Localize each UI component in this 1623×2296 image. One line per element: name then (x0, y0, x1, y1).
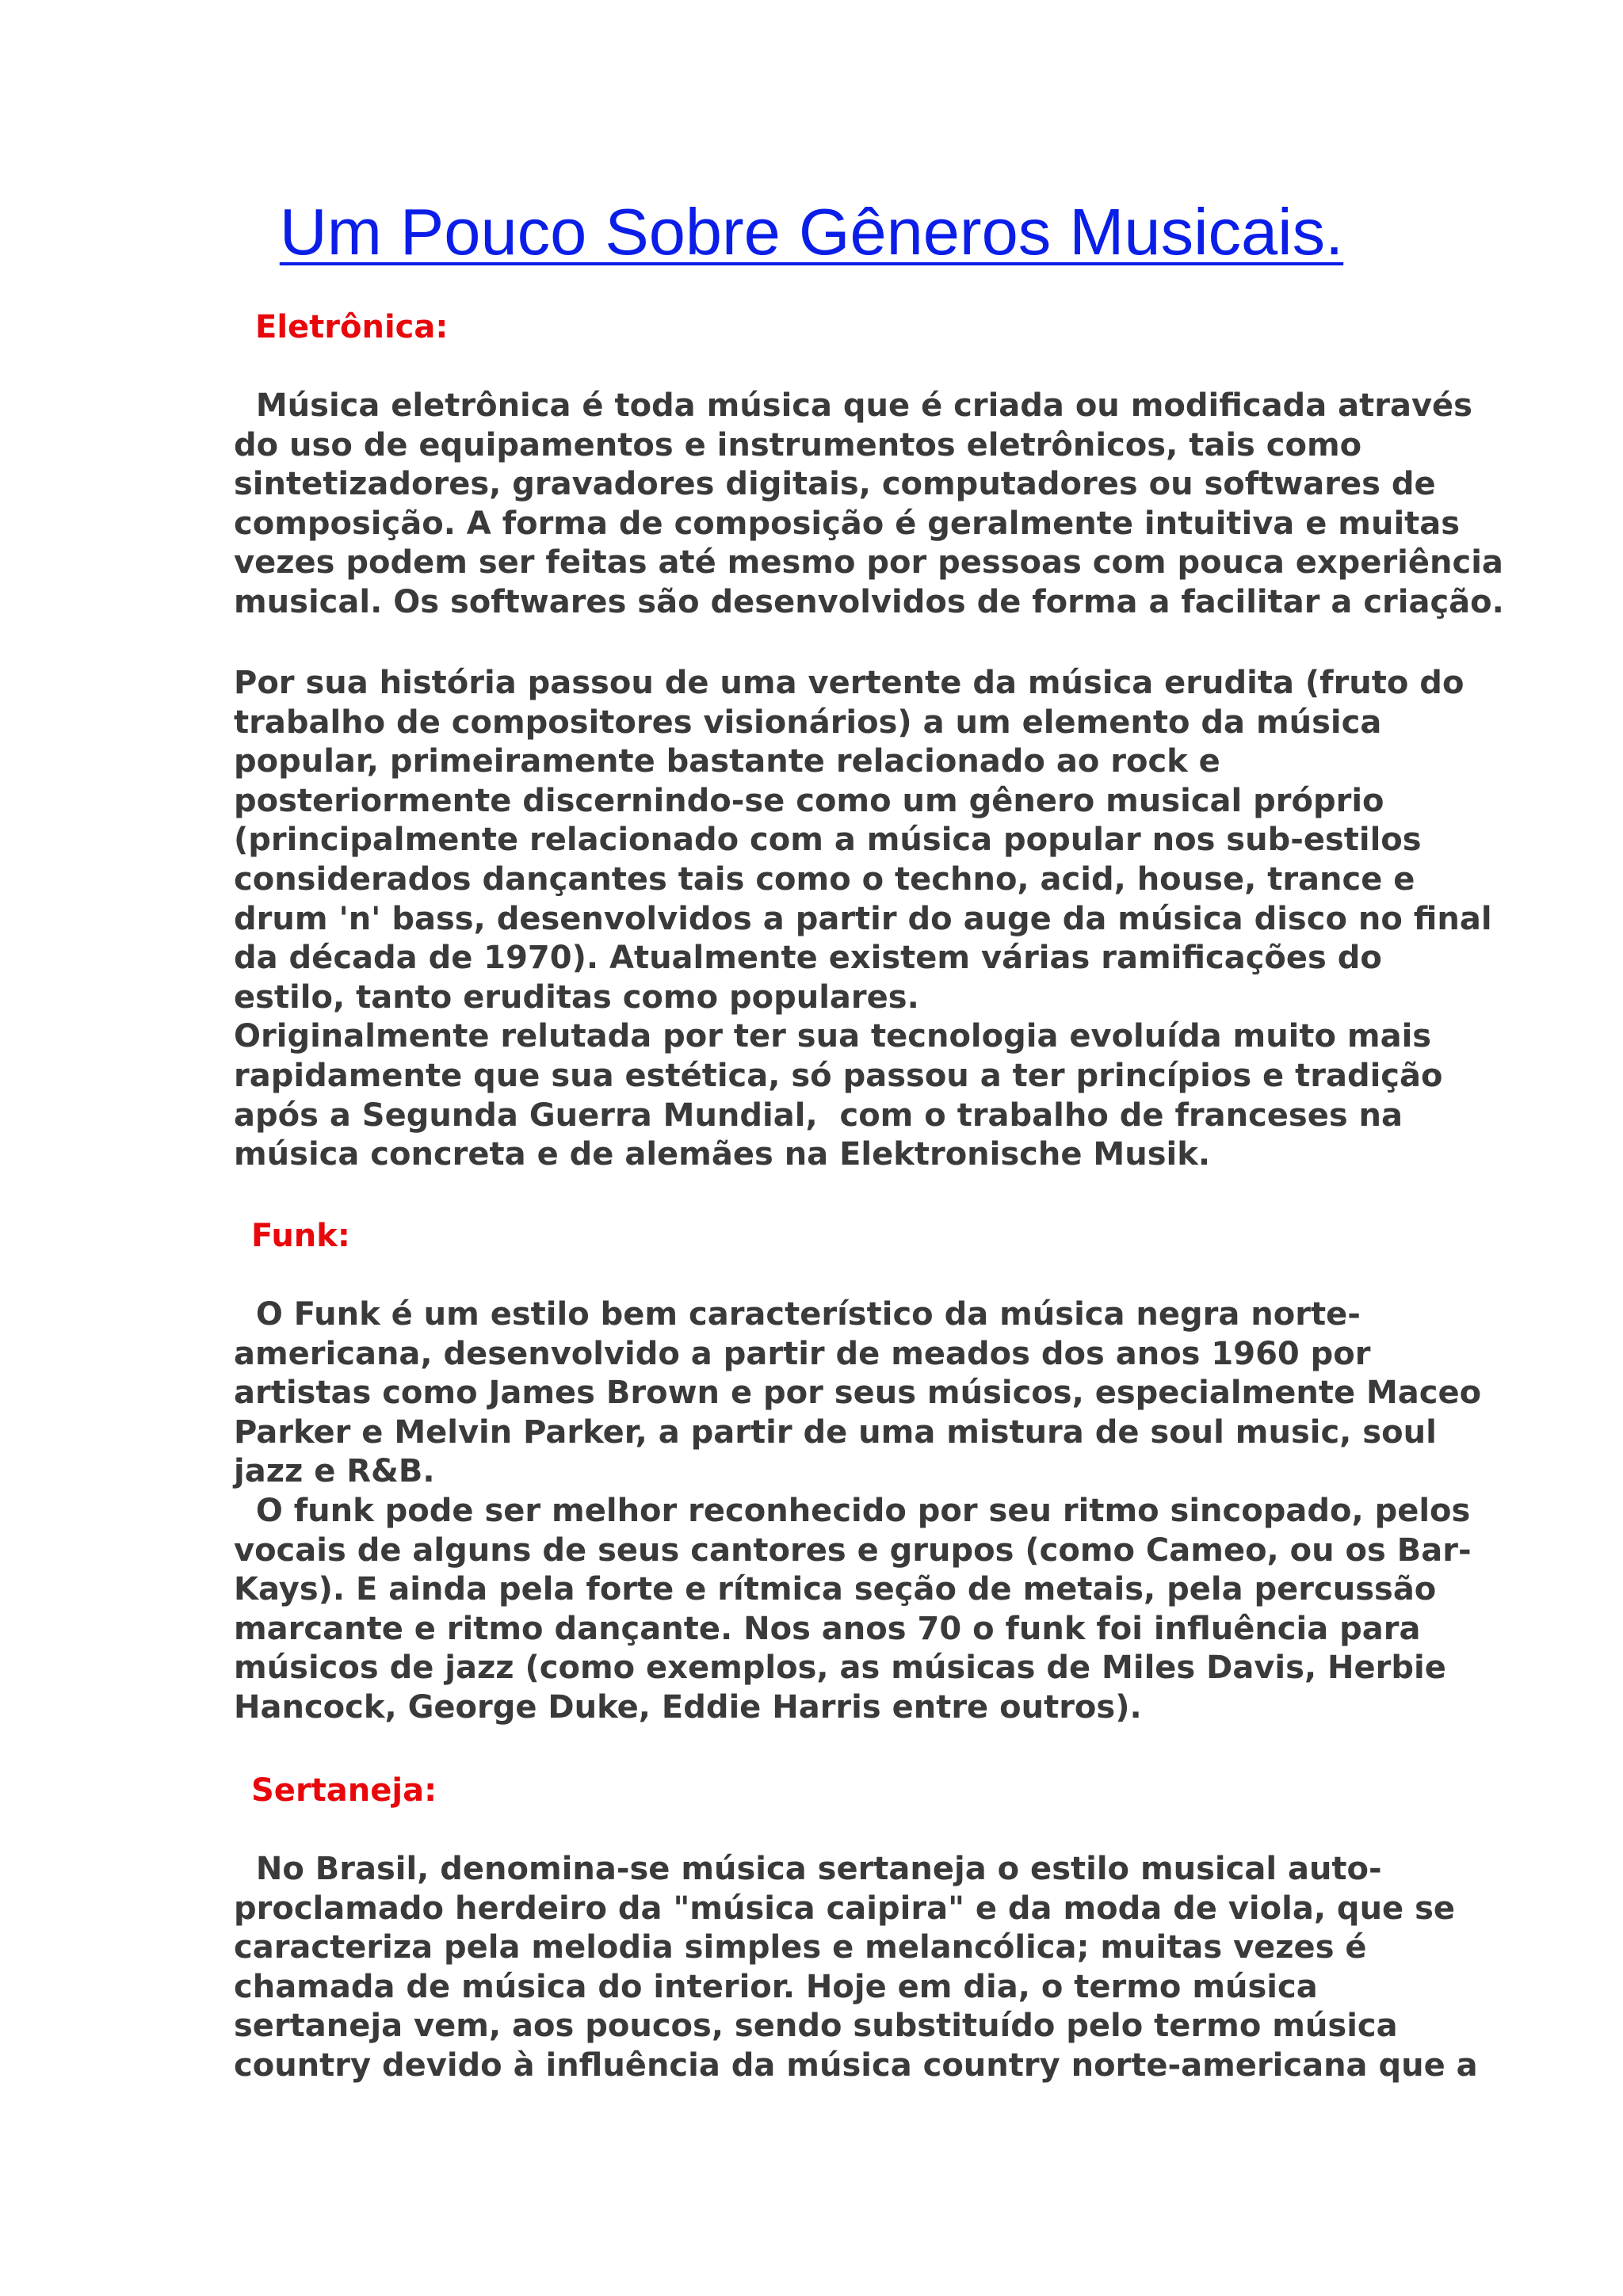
paragraph-eletronica-1 (234, 387, 1504, 623)
text-line: posteriormente discernindo-se como um gênero musical próprio (234, 782, 1384, 819)
text-line: O Funk é um estilo bem característico da música negra norte- (234, 1296, 1361, 1333)
text-line: artistas como James Brown e por seus músicos, especialmente Maceo (234, 1375, 1482, 1412)
text-line: música concreta e de alemães na Elektronische Musik. (234, 1136, 1211, 1173)
text-line: da década de 1970). Atualmente existem várias ramificações do (234, 940, 1382, 977)
text-line: americana, desenvolvido a partir de meados dos anos 1960 por (234, 1335, 1371, 1372)
text-line: Kays). E ainda pela forte e rítmica seção de metais, pela percussão (234, 1571, 1437, 1608)
text-line: Por sua história passou de uma vertente da música erudita (fruto do (234, 665, 1465, 701)
text-line: vezes podem ser feitas até mesmo por pessoas com pouca experiência (234, 544, 1503, 582)
text-line: músicos de jazz (como exemplos, as músicas de Miles Davis, Herbie (234, 1650, 1446, 1687)
text-line: composição. A forma de composição é geralmente intuitiva e muitas (234, 505, 1461, 542)
text-line: Música eletrônica é toda música que é criada ou modificada através (234, 387, 1472, 424)
section-heading-eletronica: Eletrônica: (255, 309, 449, 345)
text-line: popular, primeiramente bastante relacionado ao rock e (234, 743, 1220, 780)
text-line: marcante e ritmo dançante. Nos anos 70 o funk foi influência para (234, 1610, 1421, 1647)
section-heading-sertaneja: Sertaneja: (251, 1772, 437, 1809)
text-line: chamada de música do interior. Hoje em dia, o termo música (234, 1968, 1318, 2005)
text-line: drum 'n' bass, desenvolvidos a partir do auge da música disco no final (234, 900, 1492, 937)
text-line: após a Segunda Guerra Mundial, com o trabalho de franceses na (234, 1097, 1403, 1134)
text-line: do uso de equipamentos e instrumentos eletrônicos, tais como (234, 426, 1362, 463)
text-line: No Brasil, denomina-se música sertaneja o estilo musical auto- (234, 1851, 1382, 1887)
text-line: Hancock, George Duke, Eddie Harris entre outros). (234, 1688, 1142, 1726)
text-line: (principalmente relacionado com a música popular nos sub-estilos (234, 822, 1422, 859)
text-line: rapidamente que sua estética, só passou a ter princípios e tradição (234, 1057, 1443, 1094)
paragraph-funk (234, 1295, 1482, 1728)
text-line: Parker e Melvin Parker, a partir de uma mistura de soul music, soul (234, 1413, 1437, 1451)
text-line: musical. Os softwares são desenvolvidos de forma a facilitar a criação. (234, 583, 1504, 620)
text-line: sertaneja vem, aos poucos, sendo substituído pelo termo música (234, 2008, 1398, 2045)
paragraph-eletronica-2 (234, 664, 1492, 1175)
text-line: considerados dançantes tais como o techno, acid, house, trance e (234, 860, 1415, 898)
paragraph-sertaneja (234, 1850, 1478, 2086)
text-line: vocais de alguns de seus cantores e grupos (como Cameo, ou os Bar- (234, 1531, 1472, 1569)
section-heading-funk: Funk: (251, 1218, 350, 1254)
text-line: proclamado herdeiro da "música caipira" e da moda de viola, que se (234, 1890, 1456, 1927)
text-line: O funk pode ser melhor reconhecido por seu ritmo sincopado, pelos (234, 1492, 1471, 1529)
text-line: Originalmente relutada por ter sua tecnologia evoluída muito mais (234, 1018, 1432, 1055)
text-line: trabalho de compositores visionários) a um elemento da música (234, 704, 1382, 741)
text-line: sintetizadores, gravadores digitais, computadores ou softwares de (234, 466, 1436, 503)
page-title: Um Pouco Sobre Gêneros Musicais. (279, 195, 1344, 269)
text-line: caracteriza pela melodia simples e melancólica; muitas vezes é (234, 1929, 1367, 1966)
text-line: country devido à influência da música country norte-americana que a (234, 2046, 1478, 2084)
text-line: estilo, tanto eruditas como populares. (234, 978, 919, 1016)
text-line: jazz e R&B. (234, 1453, 435, 1490)
